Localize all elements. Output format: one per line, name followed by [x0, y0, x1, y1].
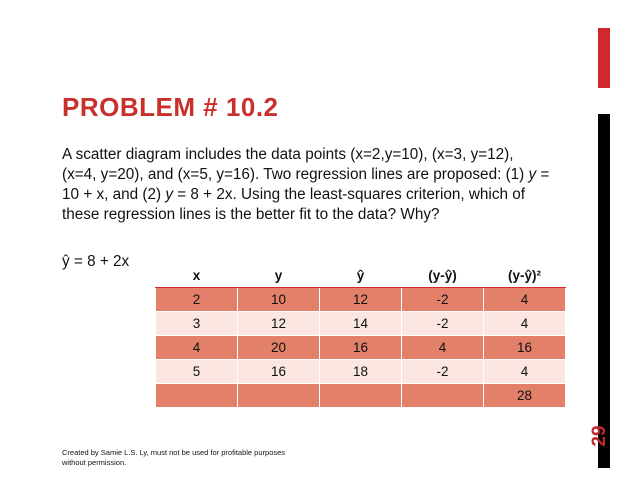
cell-x: 3: [156, 312, 238, 336]
header-x: x: [156, 264, 238, 288]
copyright-footer: Created by Samie L.S. Ly, must not be used for profitable purposes without permission.: [62, 448, 286, 467]
cell-x: 5: [156, 360, 238, 384]
cell-x: 4: [156, 336, 238, 360]
cell-residual-squared: 4: [484, 360, 566, 384]
table-row: [156, 288, 566, 312]
problem-text-part1: A scatter diagram includes the data points (x=2,y=10), (x=3, y=12), (x=4, y=20), and (x=5, y=16). Two regression lines are proposed: (1): [62, 146, 529, 183]
cell-sum-squared-residuals: 28: [484, 384, 566, 408]
regression-equation: ŷ = 8 + 2x: [62, 253, 130, 270]
header-yhat: ŷ: [320, 264, 402, 288]
cell-y: [238, 384, 320, 408]
residuals-table: [155, 263, 566, 408]
problem-text-part3: = 8 + 2x. Using the least-squares criterion, which of these regression lines is the better fit to the data? Why?: [62, 186, 525, 223]
cell-yhat: [320, 384, 402, 408]
table-header-row: [156, 264, 566, 288]
header-residual-squared: (y-ŷ)²: [484, 264, 566, 288]
problem-text-y2: y: [165, 186, 173, 203]
cell-residual-squared: 4: [484, 288, 566, 312]
cell-yhat: 14: [320, 312, 402, 336]
cell-y: 10: [238, 288, 320, 312]
cell-residual: [402, 384, 484, 408]
header-y: y: [238, 264, 320, 288]
cell-y: 16: [238, 360, 320, 384]
cell-yhat: 16: [320, 336, 402, 360]
cell-y: 20: [238, 336, 320, 360]
header-residual: (y-ŷ): [402, 264, 484, 288]
problem-text-y1: y: [528, 166, 537, 183]
cell-y: 12: [238, 312, 320, 336]
table-total-row: [156, 384, 566, 408]
problem-text-part2: = 10 + x, and (2): [62, 166, 550, 203]
accent-bar-red: [598, 28, 610, 88]
cell-x: [156, 384, 238, 408]
cell-residual-squared: 16: [484, 336, 566, 360]
cell-residual: 4: [402, 336, 484, 360]
accent-bar-black: [598, 114, 610, 468]
problem-statement: [62, 145, 552, 225]
cell-residual: -2: [402, 312, 484, 336]
table-row: [156, 336, 566, 360]
cell-x: 2: [156, 288, 238, 312]
table-row: [156, 360, 566, 384]
slide-title: PROBLEM # 10.2: [62, 92, 279, 122]
table-row: [156, 312, 566, 336]
cell-yhat: 12: [320, 288, 402, 312]
cell-yhat: 18: [320, 360, 402, 384]
cell-residual: -2: [402, 288, 484, 312]
slide-number: 29: [589, 425, 610, 447]
cell-residual: -2: [402, 360, 484, 384]
cell-residual-squared: 4: [484, 312, 566, 336]
